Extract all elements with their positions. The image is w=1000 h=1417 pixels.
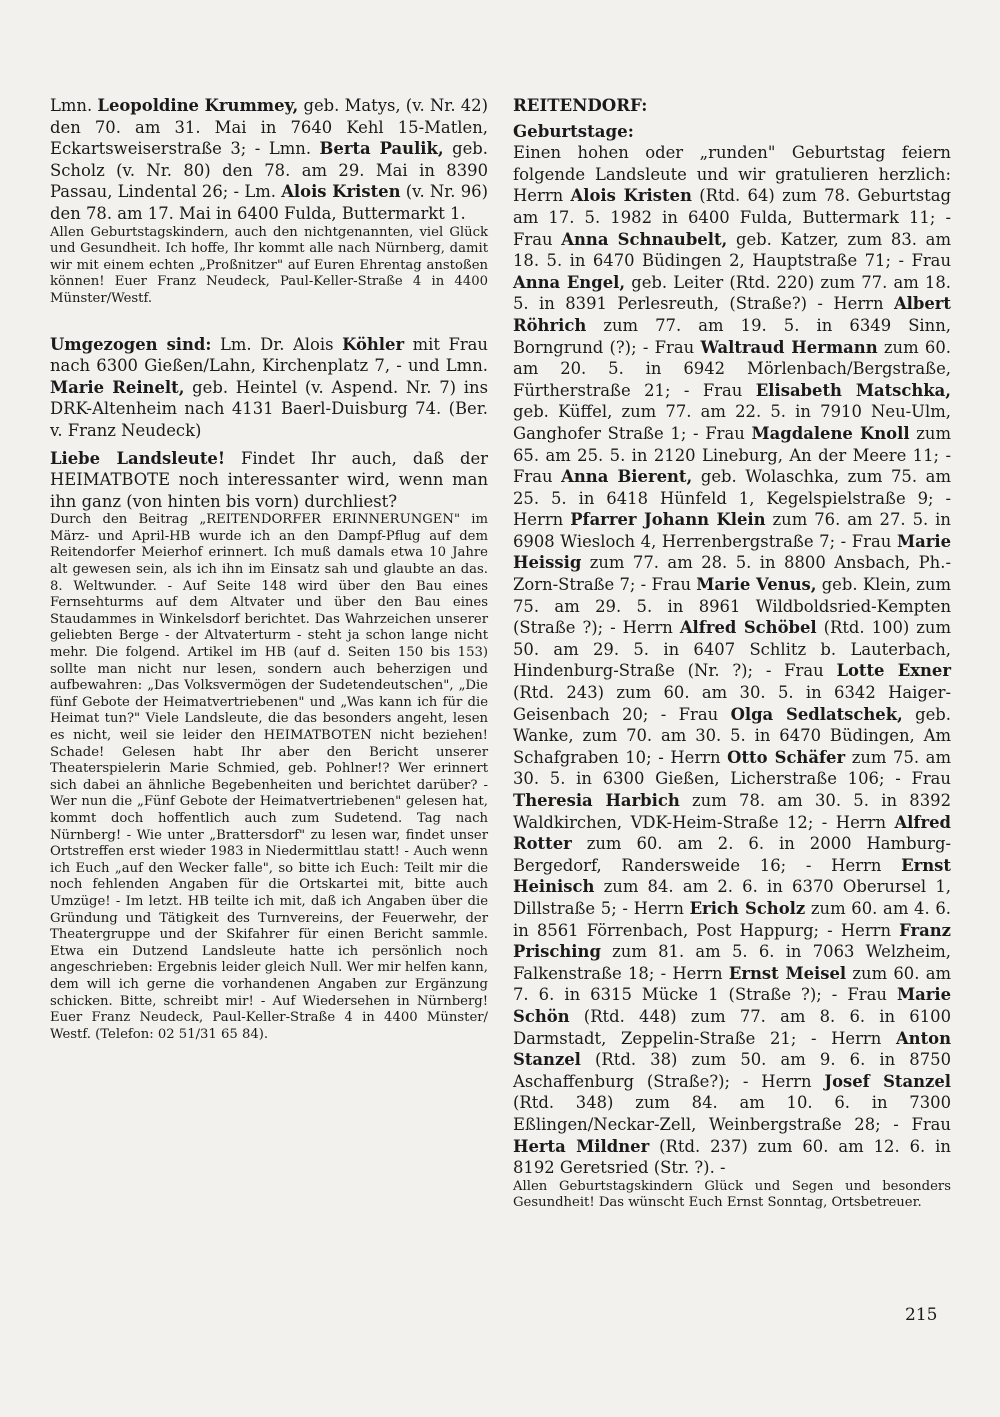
text-run: (Rtd. 237) zum 60. am 12. 6. in 8192 Geretsried (Str. ?). - [513, 1136, 951, 1178]
person-name: Waltraud Hermann [700, 337, 878, 357]
person-name: Theresia Harbich [513, 791, 680, 810]
birthday-closing: Allen Geburtstagskindern Glück und Segen und besonders Gesundheit! Das wünscht Euch Ernst Sonntag, Ortsbetreuer. [513, 1178, 951, 1211]
text-run: (Rtd. 348) zum 84. am 10. 6. in 7300 Eßlingen/Neckar-Zell, Weinbergstraße 28; - Frau [513, 1093, 951, 1134]
text-run: zum 78. am 30. 5. in 8392 Waldkirchen, VDK-Heim-Straße 12; - Herrn [513, 791, 951, 832]
text-run: zum 60. am 2. 6. in 2000 Hamburg-Bergedorf, Randersweide 16; - Herrn [513, 834, 951, 875]
letter-intro [50, 448, 488, 513]
text-run: zum 77. am 19. 5. in 6349 Sinn, Borngrund (?); - Frau [513, 315, 951, 357]
text-run: (Rtd. 100) zum 50. am 29. 5. in 6407 Schlitz b. Lauterbach, Hindenburg-Straße (Nr. ?); - Frau [513, 618, 951, 681]
section-heading: REITENDORF: [513, 95, 648, 115]
text-run: (Rtd. 243) zum 60. am 30. 5. in 6342 Haiger-Geisenbach 20; - Frau [513, 683, 951, 724]
text-run: zum 60. am 7. 6. in 6315 Mücke 1 (Straße ?); - Frau [513, 963, 952, 1005]
person-name: Ernst Heinisch [513, 855, 951, 897]
text-run: mit Frau nach 6300 Gießen/Lahn, Kirchenplatz 7, - und Lmn. [50, 334, 488, 376]
text-run: Lmn. [50, 96, 98, 115]
person-name: Elisabeth Matschka, [755, 380, 951, 400]
person-name: Albert Röhrich [513, 294, 951, 335]
text-run: zum 65. am 25. 5. in 2120 Lineburg, An der Meere 11; - Frau [513, 423, 951, 487]
text-run: geb. Klein, zum 75. am 29. 5. in 8961 Wildboldsried-Kempten (Straße ?); - Herrn [513, 575, 951, 638]
text-run: Lm. Dr. Alois [211, 334, 343, 354]
relocations-paragraph [50, 334, 488, 442]
text-run: Einen hohen oder „runden" Geburtstag feiern folgende Landsleute und wir gratulieren herzlich: Herrn [513, 143, 951, 206]
text-run: geb. Küffel, zum 77. am 22. 5. in 7910 Neu-Ulm, Ganghofer Straße 1; - Frau [513, 402, 951, 443]
person-name: Erich Scholz [689, 898, 806, 918]
text-run: zum 81. am 5. 6. in 7063 Welzheim, Falkenstraße 18; - Herrn [513, 942, 951, 983]
left-column [50, 95, 488, 1043]
person-name: Alfred Rotter [513, 812, 951, 854]
person-name: Herta Mildner [513, 1136, 650, 1156]
person-name: Marie Heissig [513, 531, 951, 573]
birthday-list-continued [50, 95, 488, 225]
person-name: Anna Bierent, [561, 467, 693, 487]
person-name: Lotte Exner [836, 661, 951, 681]
person-name: Magdalene Knoll [751, 423, 910, 443]
text-run: geb. Heintel (v. Aspend. Nr. 7) ins DRK-Altenheim nach 4131 Baerl-Duisburg 74. (Ber. v. Franz Neudeck) [50, 377, 489, 440]
person-name: Anna Schnaubelt, [561, 229, 728, 249]
person-name: Anna Engel, [513, 272, 626, 292]
person-name: Otto Schäfer [727, 747, 846, 767]
text-run: zum 77. am 28. 5. in 8800 Ansbach, Ph.-Zorn-Straße 7; - Frau [513, 553, 951, 595]
text-run: zum 75. am 30. 5. in 6300 Gießen, Licherstraße 106; - Frau [513, 747, 951, 789]
text-run: Findet Ihr auch, daß der HEIMATBOTE noch interessanter wird, wenn man ihn ganz (von hinten bis vorn) durchliest? [50, 448, 488, 511]
section-label: Umgezogen sind: [50, 334, 212, 354]
right-column [513, 95, 951, 1212]
person-name: Alfred Schöbel [679, 618, 817, 638]
person-name: Alois Kristen [570, 186, 692, 206]
person-name: Pfarrer Johann Klein [570, 510, 766, 530]
person-name: Leopoldine Krummey, [97, 96, 299, 115]
text-run: zum 60. am 4. 6. in 8561 Förrenbach, Post Happurg; - Herrn [513, 898, 951, 940]
text-run: zum 84. am 2. 6. in 6370 Oberursel 1, Dillstraße 5; - Herrn [513, 877, 951, 918]
person-name: Marie Venus, [696, 575, 817, 595]
section-label: Liebe Landsleute! [50, 448, 226, 468]
text-run: (v. Nr. 96) den 78. am 17. Mai in 6400 Fulda, Buttermarkt 1. [50, 182, 488, 223]
person-name: Olga Sedlatschek, [730, 704, 903, 724]
text-run: geb. Matys, (v. Nr. 42) den 70. am 31. Mai in 7640 Kehl 15-Matlen, Eckartsweiserstraße 3; - Lmn. [50, 96, 488, 159]
person-name: Franz Prisching [513, 920, 951, 962]
text-run: zum 76. am 27. 5. in 6908 Wiesloch 4, Herrenbergstraße 7; - Frau [513, 510, 951, 551]
letter-body: Durch den Beitrag „REITENDORFER ERINNERUNGEN" im März- und April-HB wurde ich an den Dampf-Pflug auf dem Reitendorfer Meierhof erinnert. Ich muß damals etwa 10 Jahre alt gewesen sein, als ich ihn im Einsatz sah und glaubte an das. 8. Weltwunder. - Auf Seite 148 wird über den Bau eines Fernsehturms auf dem Altvater und über den Bau eines Staudammes in Winkelsdorf berichtet. Das Wahrzeichen unserer geliebten Berge - der Altvaterturm - steht ja schon lange nicht mehr. Die folgend. Artikel im HB (auf d. Seiten 150 bis 153) sollte man nicht nur lesen, sondern auch beherzigen und aufbewahren: „Das Volksvermögen der Sudetendeutschen", „Die fünf Gebote der Heimatvertriebenen" und „Was kann ich für die Heimat tun?" Viele Landsleute, die das besonders angeht, lesen es nicht, weil sie leider den HEIMATBOTEN nicht beziehen! Schade! Gelesen habt Ihr aber den Bericht unserer Theaterspielerin Marie Schmied, geb. Pohlner!? Wer erinnert sich dabei an ähnliche Begebenheiten und berichtet darüber? - Wer nun die „Fünf Gebote der Heimatvertriebenen" gelesen hat, kommt doch hoffentlich auch zum Sudetend. Tag nach Nürnberg! - Wie unter „Brattersdorf" zu lesen war, findet unser Ortstreffen erst wieder 1983 in Niedermittlau statt! - Auch wenn ich Euch „auf den Wecker falle", so bitte ich Euch: Teilt mir die noch fehlenden Angaben für die Ortskartei mit, bitte auch Umzüge! - Im letzt. HB teilte ich mit, daß ich Angaben über die Gründung und Tätigkeit des Turnvereins, der Feuerwehr, der Theatergruppe und der Skifahrer für einen Bericht sammle. Etwa ein Dutzend Landsleute hatte ich persönlich noch angeschrieben: Ergebnis leider gleich Null. Wer mir helfen kann, dem will ich gerne die vorhandenen Angaben zur Ergänzung schicken. Bitte, schreibt mir! - Auf Wiedersehen in Nürnberg! Euer Franz Neudeck, Paul-Keller-Straße 4 in 4400 Münster/ Westf. (Telefon: 02 51/31 65 84). [50, 512, 488, 1042]
text-run: geb. Wanke, zum 70. am 30. 5. in 6470 Büdingen, Am Schafgraben 10; - Herrn [513, 704, 952, 767]
text-run: geb. Wolaschka, zum 75. am 25. 5. in 6418 Hünfeld 1, Kegelspielstraße 9; - Herrn [513, 467, 951, 530]
text-run: geb. Leiter (Rtd. 220) zum 77. am 18. 5. in 8391 Perlesreuth, (Straße?) - Herrn [513, 272, 951, 314]
text-run: geb. Scholz (v. Nr. 80) den 78. am 29. Mai in 8390 Passau, Lindental 26; - Lm. [50, 139, 488, 202]
person-name: Berta Paulik, [319, 139, 444, 159]
text-run: geb. Katzer, zum 83. am 18. 5. in 6470 Büdingen 2, Hauptstraße 71; - Frau [513, 229, 951, 271]
page-number: 215 [905, 1305, 938, 1325]
person-name: Josef Stanzel [824, 1071, 951, 1091]
person-name: Marie Reinelt, [50, 377, 185, 397]
person-name: Ernst Meisel [728, 963, 847, 983]
text-run: (Rtd. 448) zum 77. am 8. 6. in 6100 Darmstadt, Zeppelin-Straße 21; - Herrn [513, 1006, 951, 1048]
section-subheading: Geburtstage: [513, 120, 634, 141]
text-run: zum 60. am 20. 5. in 6942 Mörlenbach/Bergstraße, Fürtherstraße 21; - Frau [513, 337, 951, 400]
person-name: Alois Kristen [281, 182, 401, 202]
person-name: Anton Stanzel [513, 1028, 951, 1070]
birthday-greeting: Allen Geburtstagskindern, auch den nichtgenannten, viel Glück und Gesundheit. Ich hoffe, Ihr kommt alle nach Nürnberg, damit wir mit einem echten „Proßnitzer" auf Euren Ehrentag anstoßen können! Euer Franz Neudeck, Paul-Keller-Straße 4 in 4400 Münster/Westf. [50, 224, 488, 306]
person-name: Köhler [342, 334, 405, 354]
birthday-list [513, 142, 951, 1179]
text-run: (Rtd. 64) zum 78. Geburtstag am 17. 5. 1982 in 6400 Fulda, Buttermark 11; - Frau [513, 186, 952, 249]
text-run: (Rtd. 38) zum 50. am 9. 6. in 8750 Aschaffenburg (Straße?); - Herrn [513, 1050, 951, 1091]
person-name: Marie Schön [513, 985, 951, 1026]
